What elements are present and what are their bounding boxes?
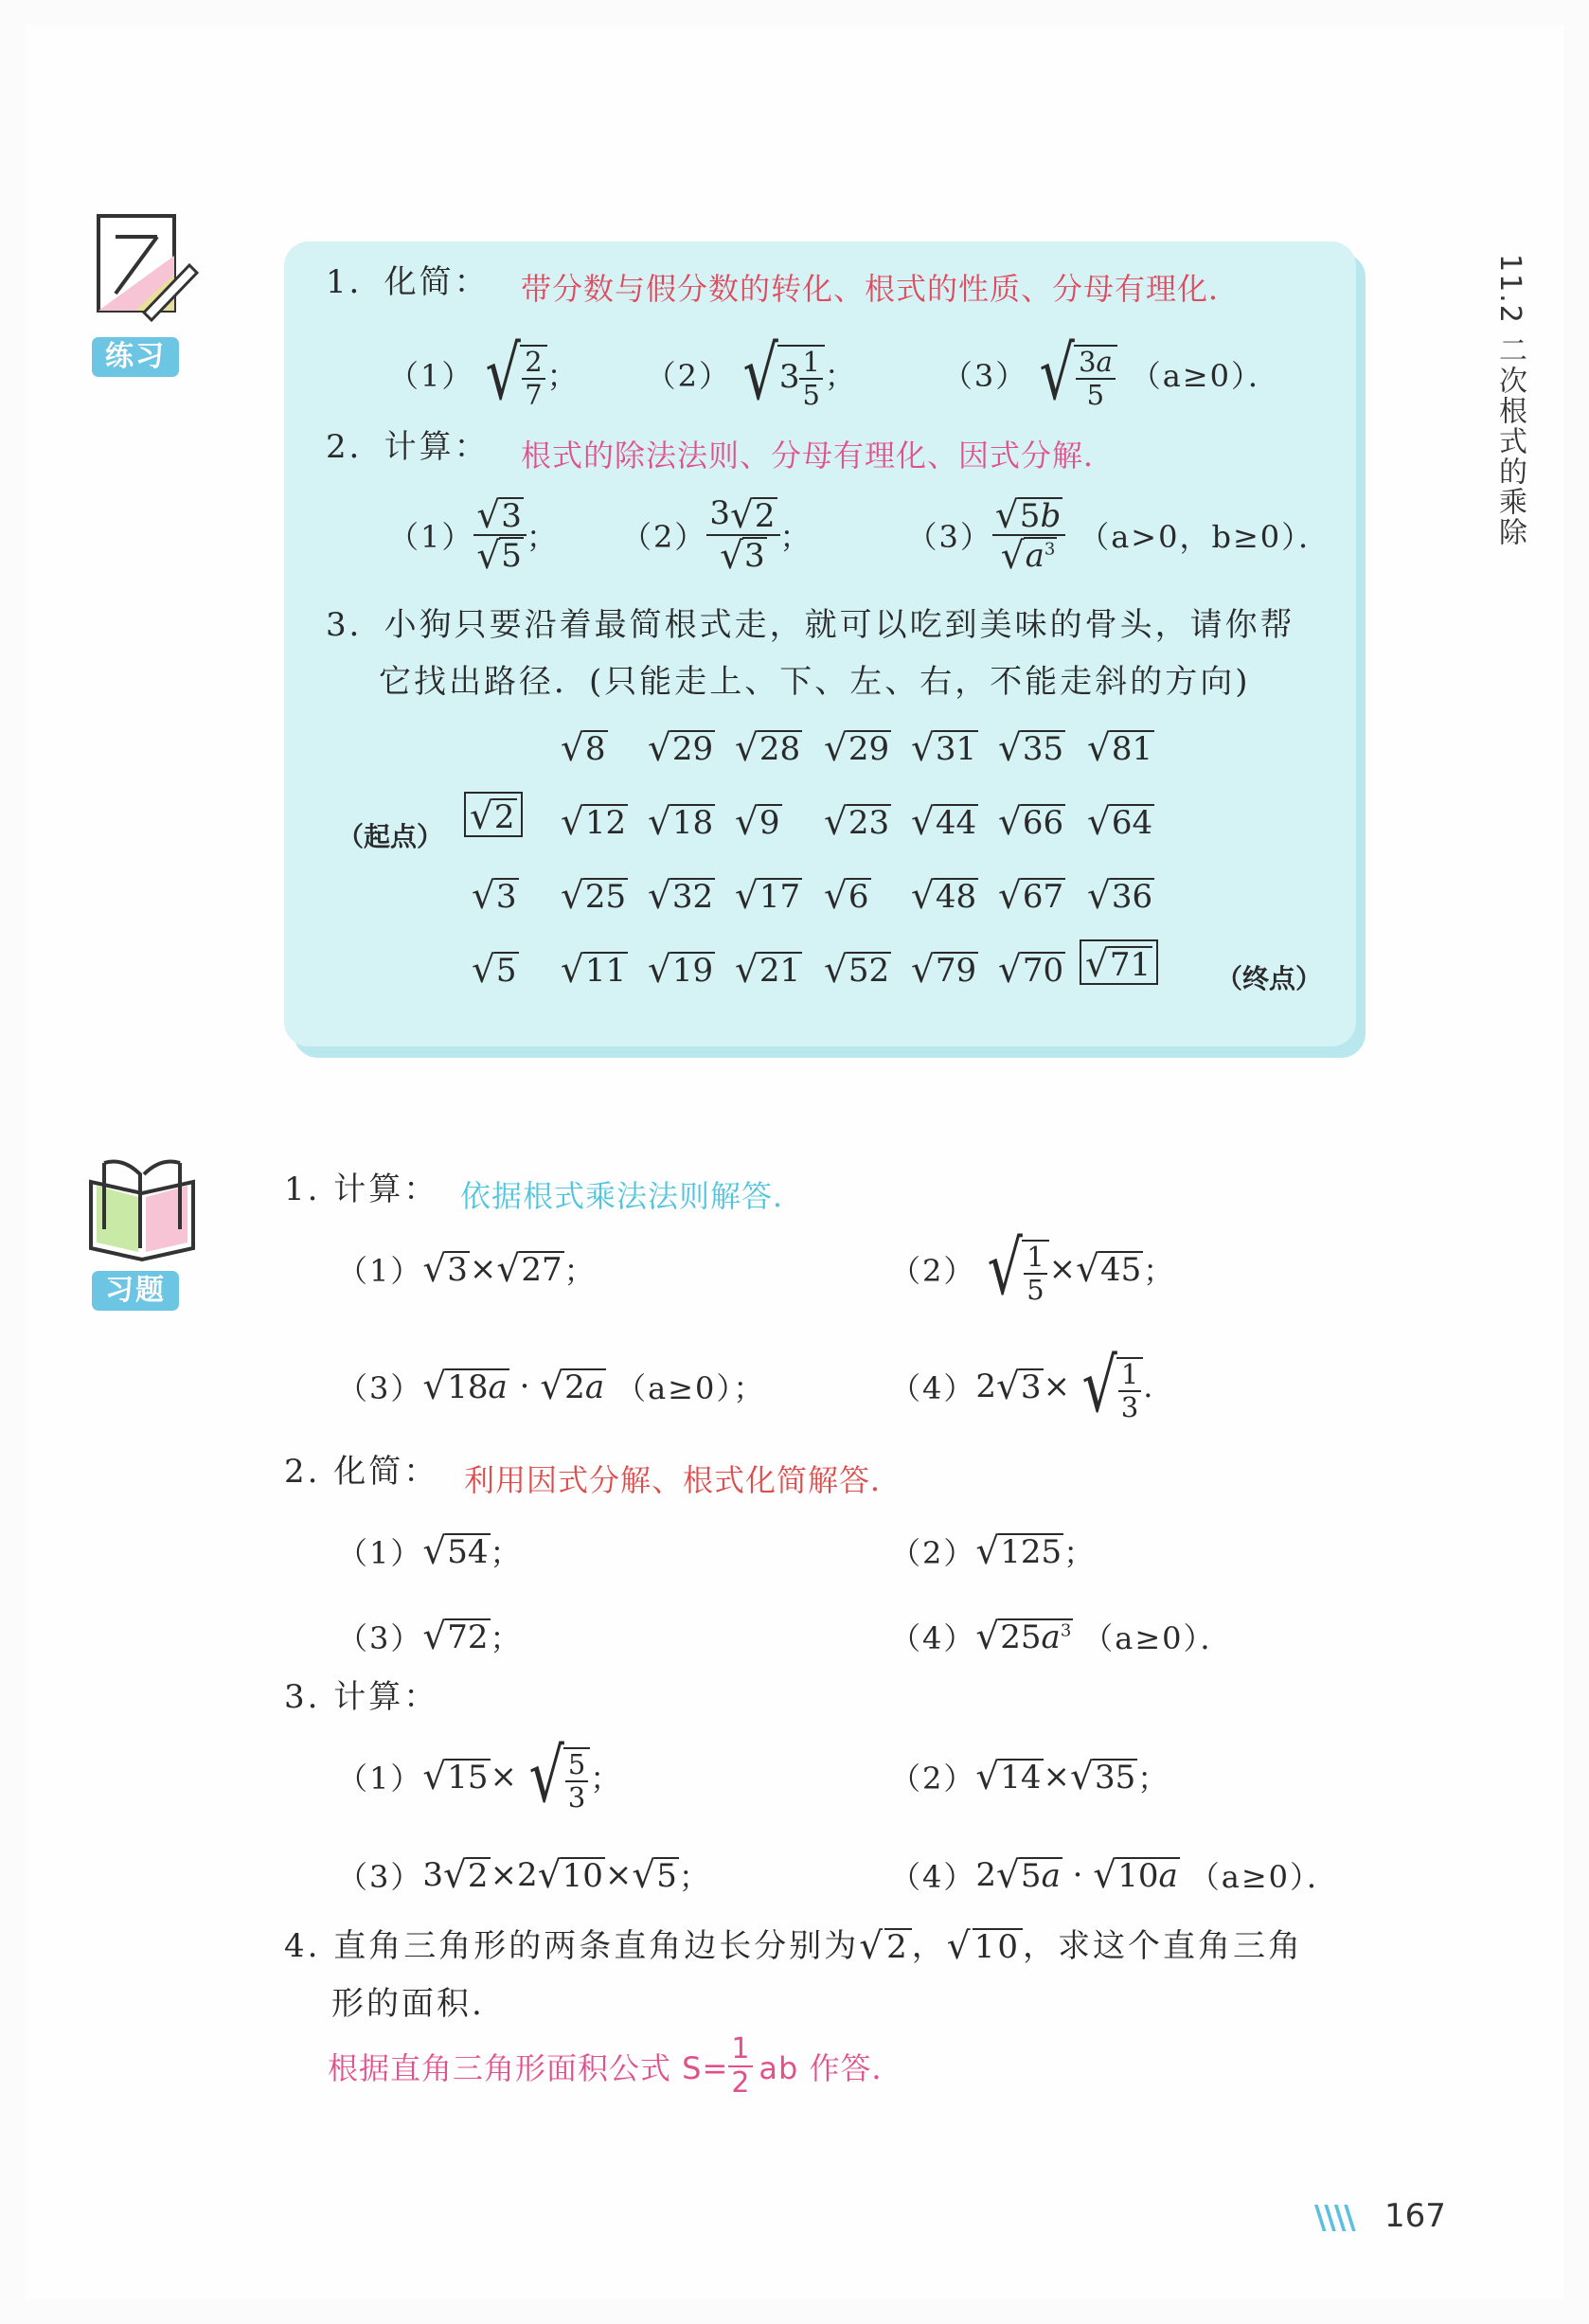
maze-cell: √12 xyxy=(561,800,627,844)
practice-q1-label: 1．化简： xyxy=(326,263,490,301)
item-label: （2） xyxy=(890,1761,976,1797)
item-label: （3） xyxy=(337,1620,423,1656)
exercise-3-item1: （1） √15 × √ $\frac{5}{3}$ ； xyxy=(337,1732,623,1819)
maze-cell: √19 xyxy=(648,948,714,992)
condition: （a>0，b≥0）． xyxy=(1079,519,1331,555)
maze-cell: √67 xyxy=(998,874,1064,918)
practice-q3-line1: 3．小狗只要沿着最简根式走，就可以吃到美味的骨头，请你帮 xyxy=(326,606,1295,644)
frac-sqrt5b-sqrta3: √5b $√a^3$ xyxy=(992,495,1065,574)
sqrt-3-1-5: √3 $\frac{1}{5}$ xyxy=(731,337,825,411)
exercise-3-label: 3. 计算： xyxy=(284,1678,439,1716)
item-label: （4） xyxy=(890,1859,976,1895)
exercise-1-hint: 依据根式乘法法则解答． xyxy=(460,1178,805,1214)
item-label: （2） xyxy=(620,519,707,555)
item-label: （4） xyxy=(890,1620,976,1656)
practice-q2-hint: 根式的除法法则、分母有理化、因式分解． xyxy=(521,438,1116,474)
maze-cell: √17 xyxy=(735,874,801,918)
text: 4. 直角三角形的两条直角边长分别为 xyxy=(284,1927,860,1965)
radicand: 54 xyxy=(447,1532,489,1571)
exercise-4-line1: 4. 直角三角形的两条直角边长分别为 √2 ， √10 ，求这个直角三角 xyxy=(284,1924,1303,1968)
item-label: （2） xyxy=(645,358,731,394)
condition: （a≥0）． xyxy=(1188,1859,1339,1895)
maze-cell: √5 xyxy=(472,948,517,992)
maze-cell: √36 xyxy=(1087,874,1153,918)
maze-cell: √9 xyxy=(735,800,780,844)
exercise-1-label: 1. 计算： xyxy=(284,1171,439,1208)
separator: ； xyxy=(490,1535,523,1571)
maze-start-label: （起点） xyxy=(337,821,444,852)
sqrt-2-over-7: √ $\frac{2}{7}$ xyxy=(473,337,546,411)
item-label: （1） xyxy=(388,358,474,394)
exercise-4-line2: 形的面积. xyxy=(331,1985,485,2023)
frac-sqrt3-sqrt5: √3 √5 xyxy=(473,495,527,574)
page-number: 167 xyxy=(1384,2197,1446,2235)
practice-q3-line2: 它找出路径．(只能走上、下、左、右，不能走斜的方向) xyxy=(379,663,1251,701)
maze-cell: √21 xyxy=(735,948,801,992)
maze-cell: √23 xyxy=(824,800,890,844)
maze-cell: √70 xyxy=(998,948,1064,992)
item-label: （1） xyxy=(337,1535,423,1571)
text: ， xyxy=(911,1927,947,1965)
maze-cell: √3 xyxy=(472,874,517,918)
item-label: （1） xyxy=(337,1761,423,1797)
separator: ； xyxy=(1063,1535,1097,1571)
condition: （a≥0）； xyxy=(616,1370,766,1406)
item-label: （1） xyxy=(388,519,474,555)
section-side-title: 11.2 二次根式的乘除 xyxy=(1493,254,1527,548)
item-label: （3） xyxy=(906,519,992,555)
separator: ； xyxy=(1137,1761,1170,1797)
sqrt-3a-over-5: √ $\frac{3a}{5}$ xyxy=(1027,337,1116,411)
maze-cell: √71 xyxy=(1080,943,1158,983)
maze-cell: √29 xyxy=(824,726,890,770)
maze-cell: √8 xyxy=(561,726,606,770)
text: 根据直角三角形面积公式 S= xyxy=(328,2050,729,2086)
maze-cell: √32 xyxy=(648,874,714,918)
item-label: （2） xyxy=(890,1253,976,1289)
separator: ； xyxy=(490,1620,523,1656)
radicand: 125 xyxy=(1000,1532,1062,1571)
maze-cell: √52 xyxy=(824,948,890,992)
maze-cell: √29 xyxy=(648,726,714,770)
separator: ； xyxy=(824,358,857,394)
exercise-1-item2: （2） √ $\frac{1}{5}$ × √45 ； xyxy=(890,1225,1176,1312)
exercise-1-item1: （1） √3 × √27 ； xyxy=(337,1247,597,1291)
exercise-2-label: 2. 化简： xyxy=(284,1453,439,1491)
separator: ； xyxy=(1143,1253,1176,1289)
exercise-2-item4: （4） $√25a^3$ （a≥0）． xyxy=(890,1615,1233,1658)
practice-pencil-icon xyxy=(78,199,201,322)
practice-q2-items xyxy=(388,483,1330,587)
frac-3sqrt2-sqrt3: 3√2 √3 xyxy=(706,495,779,574)
maze-cell: √11 xyxy=(561,948,627,992)
maze-cell: √31 xyxy=(911,726,977,770)
exercise-3-item2: （2） √14 × √35 ； xyxy=(890,1755,1170,1798)
maze-cell: √18 xyxy=(648,800,714,844)
condition: （a≥0）． xyxy=(1082,1620,1233,1656)
maze-cell: √35 xyxy=(998,726,1064,770)
exercise-2-item3: （3） √72 ； xyxy=(337,1615,523,1658)
exercise-1-item3: （3） √18a · √2a （a≥0）； xyxy=(337,1365,766,1408)
text: ，求这个直角三角 xyxy=(1022,1927,1303,1965)
practice-q1-items xyxy=(388,322,1280,426)
maze-cell: √66 xyxy=(998,800,1064,844)
text: ab 作答． xyxy=(759,2050,903,2086)
radicand: 72 xyxy=(447,1618,489,1656)
item-label: （2） xyxy=(890,1535,976,1571)
exercise-3-item3: （3） 3 √2 ×2 √10 × √5 ； xyxy=(337,1853,711,1897)
exercise-1-item4: （4） 2 √3 × √ $\frac{1}{3}$ . xyxy=(890,1342,1155,1429)
separator: . xyxy=(1143,1368,1155,1404)
exercise-badge: 习题 xyxy=(92,1271,179,1311)
exercise-3-item4: （4） 2 √5a · √10a （a≥0）． xyxy=(890,1853,1339,1897)
page-number-decoration: \\\\ xyxy=(1314,2199,1354,2237)
maze-cell: √64 xyxy=(1087,800,1153,844)
separator: ； xyxy=(779,519,812,555)
separator: ； xyxy=(678,1859,711,1895)
separator: ； xyxy=(590,1761,623,1797)
condition: （a≥0）． xyxy=(1130,358,1280,394)
maze-cell: √48 xyxy=(911,874,977,918)
exercise-2-item2: （2） √125 ； xyxy=(890,1529,1097,1573)
maze-end-label: （终点） xyxy=(1216,963,1323,994)
exercise-4-hint: 根据直角三角形面积公式 S= $\frac{1}{2}$ ab 作答． xyxy=(328,2031,903,2100)
exercise-2-hint: 利用因式分解、根式化简解答． xyxy=(464,1462,902,1498)
item-label: （3） xyxy=(337,1859,423,1895)
item-label: （3） xyxy=(337,1370,423,1406)
separator: ； xyxy=(526,519,559,555)
item-label: （4） xyxy=(890,1370,976,1406)
maze-cell: √6 xyxy=(824,874,869,918)
exercise-book-icon xyxy=(81,1144,205,1267)
item-label: （1） xyxy=(337,1253,423,1289)
separator: ； xyxy=(563,1253,597,1289)
exercise-2-item1: （1） √54 ； xyxy=(337,1529,523,1573)
practice-q1-hint: 带分数与假分数的转化、根式的性质、分母有理化． xyxy=(521,271,1241,307)
maze-cell: √44 xyxy=(911,800,977,844)
practice-badge: 练习 xyxy=(92,337,179,377)
maze-cell: √81 xyxy=(1087,726,1153,770)
maze-cell: √79 xyxy=(911,948,977,992)
maze-cell: √2 xyxy=(464,796,523,835)
item-label: （3） xyxy=(941,358,1028,394)
separator: ； xyxy=(546,358,580,394)
practice-q2-label: 2．计算： xyxy=(326,428,490,466)
maze-cell: √28 xyxy=(735,726,801,770)
maze-cell: √25 xyxy=(561,874,627,918)
